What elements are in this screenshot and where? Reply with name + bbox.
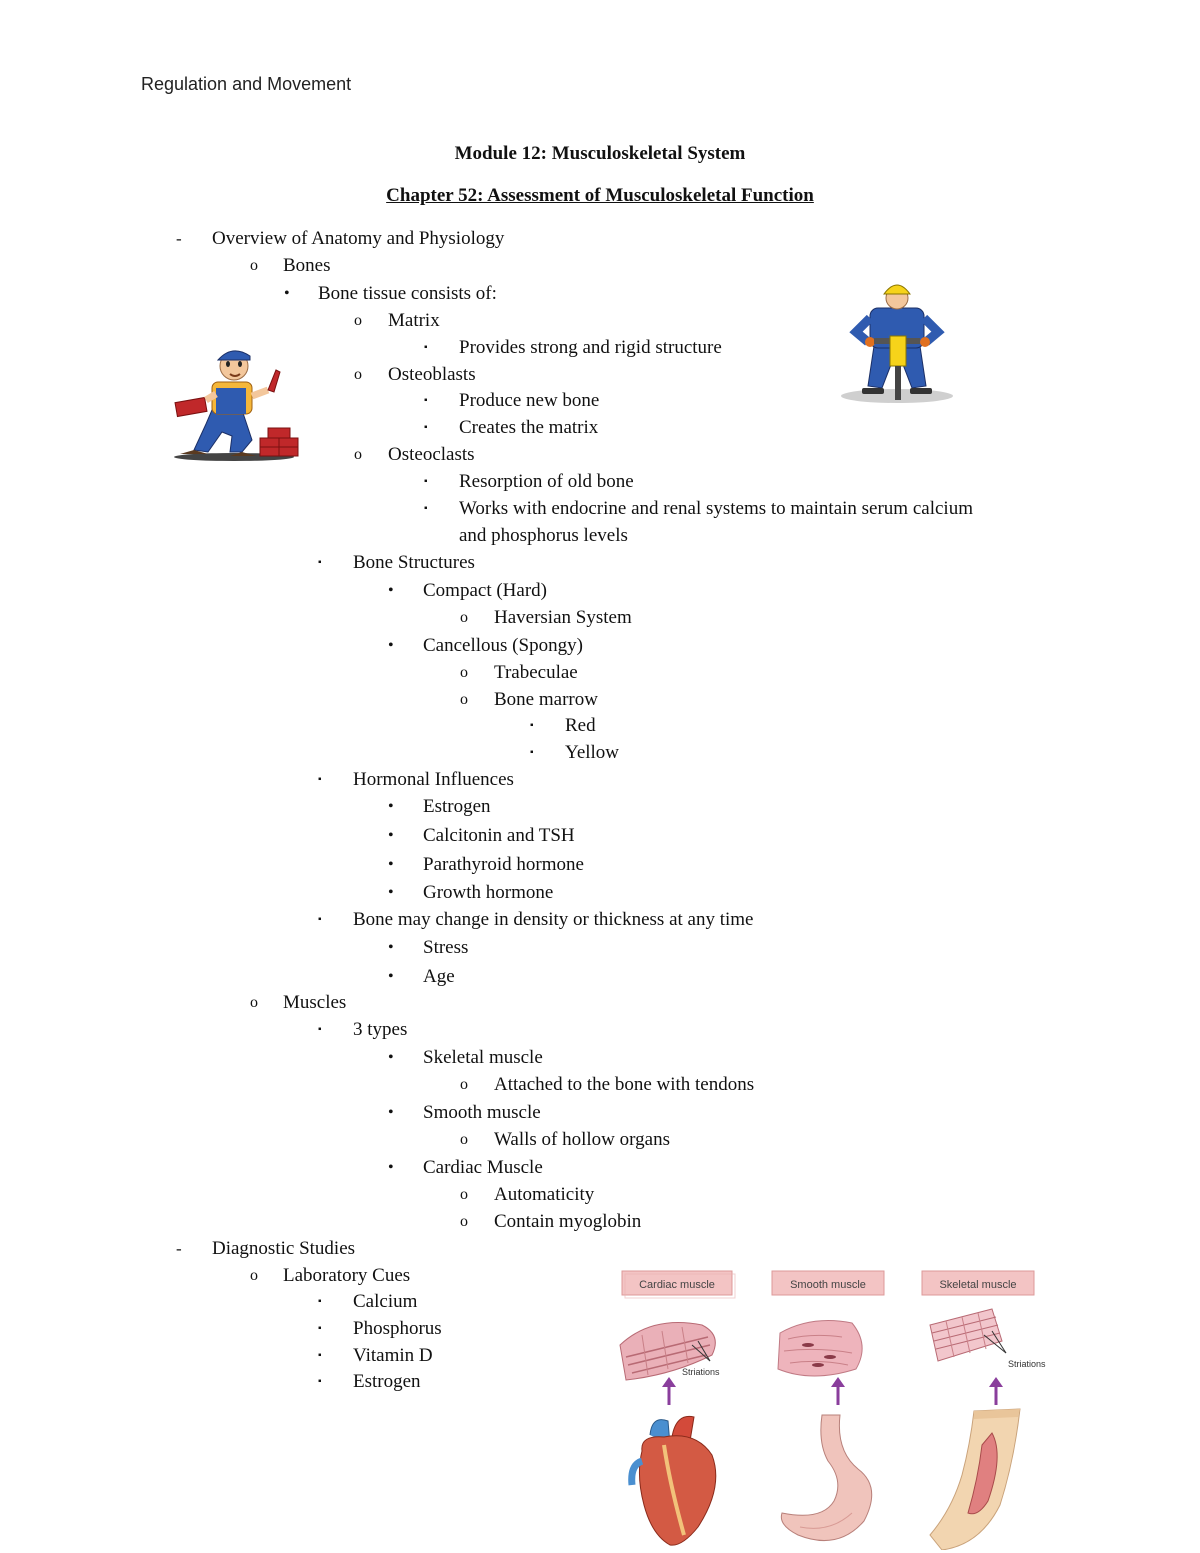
- label-smooth: [772, 1271, 884, 1295]
- list-marker: ▪: [530, 747, 534, 758]
- list-item: Overview of Anatomy and Physiology: [212, 228, 505, 249]
- arrow-cardiac: [662, 1377, 676, 1405]
- list-item: Cardiac Muscle: [423, 1157, 543, 1178]
- chapter-title: Chapter 52: Assessment of Musculoskeletal Function: [386, 185, 814, 206]
- list-item: Parathyroid hormone: [423, 854, 584, 875]
- list-item: Calcium: [353, 1291, 418, 1312]
- list-item: Works with endocrine and renal systems to maintain serum calcium: [459, 498, 973, 519]
- list-item: Bone may change in density or thickness at any time: [353, 909, 754, 930]
- muscle-types-figure: [612, 1265, 1062, 1550]
- list-marker: o: [354, 312, 362, 329]
- list-item: Compact (Hard): [423, 580, 547, 601]
- list-marker: o: [250, 994, 258, 1011]
- list-item: Muscles: [283, 992, 347, 1013]
- list-item: Stress: [423, 937, 469, 958]
- bricklayer-clipart: [172, 340, 302, 462]
- list-marker: •: [388, 582, 394, 599]
- list-item: Trabeculae: [494, 662, 578, 683]
- list-item: Laboratory Cues: [283, 1265, 411, 1286]
- list-item: Cancellous (Spongy): [423, 635, 583, 656]
- list-marker: •: [388, 1159, 394, 1176]
- list-marker: •: [388, 637, 394, 654]
- module-title: Module 12: Musculoskeletal System: [454, 143, 746, 164]
- list-marker: ▪: [318, 1323, 322, 1334]
- list-item: Skeletal muscle: [423, 1047, 543, 1068]
- svg-text:Skeletal muscle: Skeletal muscle: [939, 1279, 1017, 1291]
- list-marker: ▪: [424, 503, 428, 514]
- jackhammer-worker-clipart: [840, 278, 955, 406]
- running-header: Regulation and Movement: [141, 74, 352, 94]
- list-item: Provides strong and rigid structure: [459, 337, 722, 358]
- list-item: Walls of hollow organs: [494, 1129, 670, 1150]
- list-marker: o: [460, 1131, 468, 1148]
- skeletal-tissue: [930, 1309, 1046, 1369]
- list-item: 3 types: [353, 1019, 408, 1040]
- list-marker: -: [176, 1239, 182, 1258]
- list-item: Bones: [283, 255, 331, 276]
- list-item: Creates the matrix: [459, 417, 599, 438]
- list-marker: •: [388, 884, 394, 901]
- list-marker: ▪: [318, 1376, 322, 1387]
- list-marker: ▪: [318, 914, 322, 925]
- list-marker: o: [250, 257, 258, 274]
- stomach-illustration: [781, 1415, 871, 1541]
- list-marker: •: [388, 798, 394, 815]
- list-item: Calcitonin and TSH: [423, 825, 575, 846]
- list-item: and phosphorus levels: [459, 525, 628, 546]
- list-marker: ▪: [424, 342, 428, 353]
- list-marker: ▪: [318, 1350, 322, 1361]
- list-marker: ▪: [424, 476, 428, 487]
- list-item: Diagnostic Studies: [212, 1238, 356, 1259]
- list-item: Attached to the bone with tendons: [494, 1074, 755, 1095]
- list-item: Phosphorus: [353, 1318, 442, 1339]
- label-cardiac: [622, 1271, 735, 1298]
- list-item: Hormonal Influences: [353, 769, 514, 790]
- list-marker: •: [388, 968, 394, 985]
- list-marker: ▪: [424, 395, 428, 406]
- list-marker: •: [388, 856, 394, 873]
- list-item: Osteoblasts: [388, 364, 476, 385]
- list-marker: ▪: [530, 720, 534, 731]
- list-item: Yellow: [565, 742, 620, 763]
- heart-illustration: [632, 1416, 716, 1545]
- list-item: Red: [565, 715, 596, 736]
- arrow-smooth: [831, 1377, 845, 1405]
- list-item: Vitamin D: [353, 1345, 433, 1366]
- list-marker: o: [460, 1186, 468, 1203]
- list-item: Osteoclasts: [388, 444, 475, 465]
- list-item: Contain myoglobin: [494, 1211, 642, 1232]
- list-marker: o: [354, 366, 362, 383]
- list-marker: o: [460, 1213, 468, 1230]
- label-skeletal: [922, 1271, 1034, 1295]
- list-marker: o: [460, 664, 468, 681]
- list-marker: •: [388, 939, 394, 956]
- svg-text:Cardiac muscle: Cardiac muscle: [639, 1279, 715, 1291]
- list-item: Bone tissue consists of:: [318, 283, 497, 304]
- list-marker: •: [284, 285, 290, 302]
- list-item: Produce new bone: [459, 390, 600, 411]
- list-item: Resorption of old bone: [459, 471, 634, 492]
- arm-illustration: [930, 1409, 1020, 1550]
- list-marker: o: [250, 1267, 258, 1284]
- arrow-skeletal: [989, 1377, 1003, 1405]
- list-item: Estrogen: [353, 1371, 421, 1392]
- svg-text:Striations: Striations: [682, 1367, 720, 1377]
- list-marker: -: [176, 229, 182, 248]
- list-item: Smooth muscle: [423, 1102, 541, 1123]
- list-marker: o: [460, 691, 468, 708]
- list-marker: o: [460, 1076, 468, 1093]
- list-marker: •: [388, 827, 394, 844]
- list-marker: ▪: [318, 1296, 322, 1307]
- svg-text:Striations: Striations: [1008, 1359, 1046, 1369]
- cardiac-tissue: [620, 1323, 720, 1381]
- list-item: Age: [423, 966, 455, 987]
- list-marker: o: [354, 446, 362, 463]
- svg-text:Smooth muscle: Smooth muscle: [790, 1279, 866, 1291]
- list-marker: •: [388, 1104, 394, 1121]
- list-item: Estrogen: [423, 796, 491, 817]
- list-item: Growth hormone: [423, 882, 554, 903]
- list-marker: o: [460, 609, 468, 626]
- list-marker: ▪: [318, 557, 322, 568]
- list-marker: ▪: [318, 1024, 322, 1035]
- list-item: Matrix: [388, 310, 440, 331]
- list-item: Haversian System: [494, 607, 632, 628]
- list-marker: •: [388, 1049, 394, 1066]
- smooth-tissue: [778, 1321, 862, 1376]
- list-item: Bone marrow: [494, 689, 598, 710]
- list-marker: ▪: [318, 774, 322, 785]
- list-item: Automaticity: [494, 1184, 595, 1205]
- list-marker: ▪: [424, 422, 428, 433]
- list-item: Bone Structures: [353, 552, 475, 573]
